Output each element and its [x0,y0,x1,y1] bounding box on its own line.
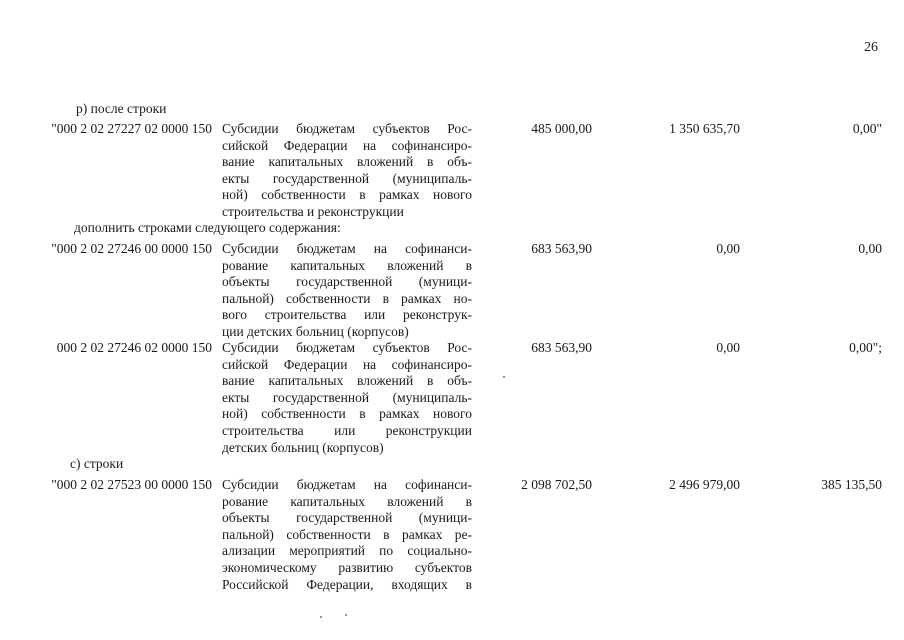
description-line: пальной) собственности в рамках ре- [222,526,472,542]
note-s-rows: с) строки [70,456,124,471]
value-year-2: 2 496 979,00 [669,477,740,492]
value-year-3: 385 135,50 [821,477,882,492]
description-line: Субсидии бюджетам на софинанси- [222,241,472,256]
value-year-3: 0,00 [858,241,882,256]
description-line: объекты государственной (муници- [222,510,472,526]
description-line: Субсидии бюджетам субъектов Рос- [222,121,472,136]
row-description [222,241,472,341]
value-year-2: 0,00 [716,241,740,256]
row-description [222,477,472,593]
description-line: Субсидии бюджетам на софинанси- [222,477,472,492]
description-line: строительства и реконструкции [222,203,404,219]
description-line: вание капитальных вложений в объ- [222,154,472,170]
description-line: екты государственной (муниципаль- [222,170,472,186]
budget-code: "000 2 02 27246 00 0000 150 [51,241,212,256]
page-number: 26 [864,40,878,55]
scan-speck [320,616,322,618]
description-line: рование капитальных вложений в [222,257,472,273]
description-line: пальной) собственности в рамках но- [222,290,472,306]
note-after-row: р) после строки [76,101,167,116]
scan-speck [345,614,347,616]
description-line: экономическому развитию субъектов [222,559,472,575]
budget-code: "000 2 02 27523 00 0000 150 [51,477,212,492]
description-line: объекты государственной (муници- [222,274,472,290]
description-line: сийской Федерации на софинансиро- [222,356,472,372]
value-year-1: 2 098 702,50 [521,477,592,492]
row-description [222,121,472,221]
description-line: Российской Федерации, входящих в [222,576,472,592]
description-line: екты государственной (муниципаль- [222,389,472,405]
value-year-1: 683 563,90 [531,241,592,256]
budget-code: "000 2 02 27227 02 0000 150 [51,121,212,136]
scan-speck [503,376,505,378]
value-year-3: 0,00"; [849,340,882,355]
description-line: вание капитальных вложений в объ- [222,373,472,389]
description-line: ной) собственности в рамках нового [222,187,472,203]
description-line: ализации мероприятий по социально- [222,543,472,559]
description-line: сийской Федерации на софинансиро- [222,137,472,153]
description-line: вого строительства или реконструк- [222,307,472,323]
description-line: Субсидии бюджетам субъектов Рос- [222,340,472,355]
description-line: рование капитальных вложений в [222,493,472,509]
description-line: ной) собственности в рамках нового [222,406,472,422]
description-line: детских больниц (корпусов) [222,439,384,455]
value-year-2: 0,00 [716,340,740,355]
row-description [222,340,472,456]
budget-code: 000 2 02 27246 02 0000 150 [56,340,212,355]
description-line: ции детских больниц (корпусов) [222,323,409,339]
value-year-1: 485 000,00 [531,121,592,136]
value-year-1: 683 563,90 [531,340,592,355]
description-line: строительства или реконструкции [222,422,472,438]
note-add-rows: дополнить строками следующего содержания: [74,220,341,235]
value-year-2: 1 350 635,70 [669,121,740,136]
value-year-3: 0,00" [852,121,882,136]
